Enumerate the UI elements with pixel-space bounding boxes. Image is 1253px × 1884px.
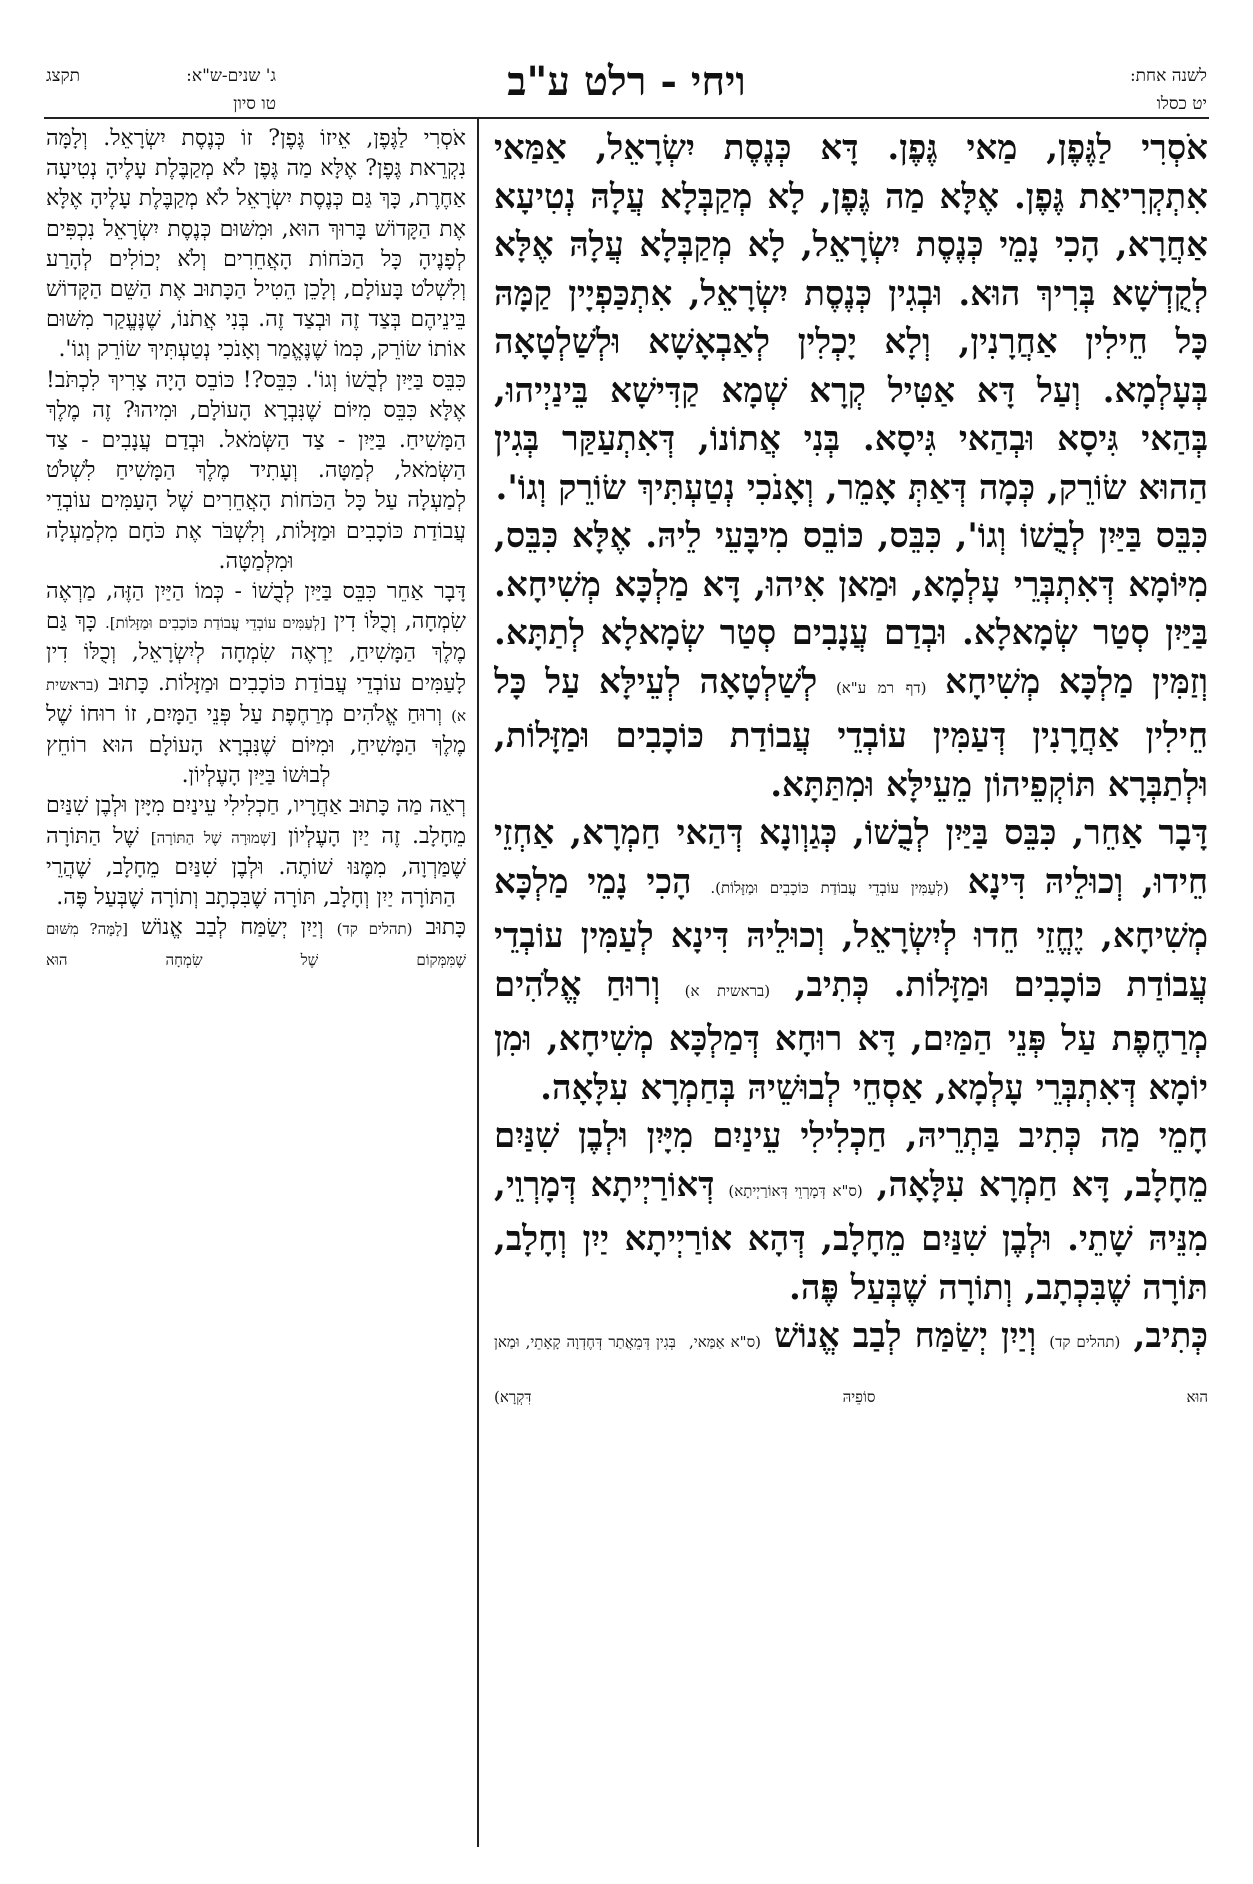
- schedule-date: יט כסלו: [1156, 94, 1207, 114]
- hebrew-translation-text: [46, 124, 466, 1844]
- paragraph: חָמֵי מַה כְּתִיב בַּתְרֵיהּ, חַכְלִילִי עֵינַיִם מִיָּיִן וּלְבֶן שִׁנַּיִם מֵחָלָב, דָּא חַמְרָא עִלָּאָה, (ס"א דְּמָרְוֵי דְּאוֹרַיְיתָא) דְּאוֹרַיְיתָא דְּמָרְוֵי, מִנֵּיהּ שָׁתֵי. וּלְבֶן שִׁנַּיִם מֵחָלָב, דְּהָא אוֹרַיְיתָא יַיִן וְחָלָב, תּוֹרָה שֶׁבִּכְתָב, וְתוֹרָה שֶׁבְּעַל פֶּה.: [494, 1116, 1208, 1308]
- paragraph: כְּתִיב, (תהלים קד) וְיַיִן יְשַׂמַּח לְבַב אֱנוֹשׁ (ס"א אַמַּאי, בְּגִין דְּמֵאֲתַר דְּחֶדְוָה קָאָתֵי, וּמַאן הוּא סוֹפֵיהּ דִּקְרָא): [494, 1316, 1208, 1406]
- aramaic-main-text: [494, 124, 1208, 1844]
- paragraph: כִּבֵּס בַּיַּיִן לְבֻשׁוֹ וְגוֹ', כִּבֵּס, כּוֹבֵס מִיבָּעֵי לֵיהּ. אֶלָּא כִּבֵּס, מִיּוֹמָא דְּאִתְבְּרֵי עָלְמָא, וּמַאן אִיהוּ, דָּא מַלְכָּא מְשִׁיחָא. בַּיַּיִן סְטַר שְׂמָאלָא. וּבְדַם עֲנָבִים סְטַר שְׂמָאלָא לְתַתָּא. וְזַמִּין מַלְכָּא מְשִׁיחָא (דף רמ ע"א) לְשַׁלְטָאָה לְעֵילָּא עַל כָּל חֵילִין אַחֲרָנִין דְּעַמִּין עוֹבְדֵי עֲבוֹדַת כּוֹכָבִים וּמַזָּלוֹת, וּלְתַבְּרָא תּוֹקְפֵיהוֹן מֵעֵילָּא וּמִתַּתָּא.: [494, 516, 1208, 805]
- paragraph: דָּבָר אַחֵר כִּבֵּס בַּיַּיִן לְבֻשׁוֹ - כְּמוֹ הַיַּיִן הַזֶּה, מַרְאֶה שִׂמְחָה, וְכֻלּוֹ דִין [לְעַמִּים עוֹבְדֵי עֲבוֹדַת כּוֹכָבִים וּמַזָּלוֹת]. כָּךְ גַּם מֶלֶךְ הַמָּשִׁיחַ, יַרְאֶה שִׂמְחָה לְיִשְׂרָאֵל, וְכֻלּוֹ דִין לָעַמִּים עוֹבְדֵי עֲבוֹדַת כּוֹכָבִים וּמַזָּלוֹת. כָּתוּב (בראשית א) וְרוּחַ אֱלֹהִים מְרַחֶפֶת עַל פְּנֵי הַמָּיִם, זוֹ רוּחוֹ שֶׁל מֶלֶךְ הַמָּשִׁיחַ, וּמִיּוֹם שֶׁנִּבְרָא הָעוֹלָם הוּא רוֹחֵץ לְבוּשׁוֹ בַּיַּיִן הָעֶלְיוֹן.: [46, 579, 466, 789]
- paragraph: דָּבָר אַחֵר, כִּבֵּס בַּיַּיִן לְבֻשׁוֹ, כְּגַוְונָא דְּהַאי חַמְרָא, אַחְזֵי חֵידוּ, וְכוּלֵיהּ דִּינָא (לְעַמִּין עוֹבְדֵי עֲבוֹדַת כּוֹכָבִים וּמַזָּלוֹת). הָכִי נָמֵי מַלְכָּא מְשִׁיחָא, יֶחֱזֵי חֵדוּ לְיִשְׂרָאֵל, וְכוּלֵיהּ דִּינָא לְעַמִּין עוֹבְדֵי עֲבוֹדַת כּוֹכָבִים וּמַזָּלוֹת. כְּתִיב, (בראשית א) וְרוּחַ אֱלֹהִים מְרַחֶפֶת עַל פְּנֵי הַמַּיִם, דָּא רוּחָא דְּמַלְכָּא מְשִׁיחָא, וּמִן יוֹמָא דְּאִתְבְּרֵי עָלְמָא, אַסְחֵי לְבוּשֵׁיהּ בְּחַמְרָא עִלָּאָה.: [494, 813, 1208, 1108]
- verse-reference: (בראשית א): [684, 981, 771, 1000]
- verse-reference: (תהלים קד): [336, 920, 413, 939]
- bracket-note: (ס"א אַמַּאי,: [689, 1333, 761, 1351]
- column-divider: [477, 117, 479, 1847]
- verse-reference: (בראשית א): [46, 675, 466, 725]
- header-divider: [44, 117, 1209, 119]
- paragraph: אֹסְרִי לַגֶּפֶן, מַאי גֶּפֶן. דָּא כְּנֶסֶת יִשְׂרָאֵל, אַמַּאי אִתְקְרִיאַת גֶּפֶן. אֶלָּא מַה גֶּפֶן, לָא מְקַבְּלָא עֲלָהּ נְטִיעָא אַחֲרָא, הָכִי נָמֵי כְּנֶסֶת יִשְׂרָאֵל, לָא מְקַבְּלָא עֲלָהּ אֶלָּא לְקֻדְשָׁא בְּרִיךְ הוּא. וּבְגִין כְּנֶסֶת יִשְׂרָאֵל, אִתְכַּפְיָין קַמָּהּ כָּל חֵילִין אַחֲרָנִין, וְלָא יָכְלִין לְאַבְאָשָׁא וּלְשַׁלְטָאָה בְּעָלְמָא. וְעַל דָּא אַטִּיל קְרָא שְׁמָא קַדִּישָׁא בֵּינַיְיהוּ, בְּהַאי גִּיסָא וּבְהַאי גִּיסָא. בְּנִי אֲתוֹנוֹ, דְּאִתְעַקַּר בְּגִין הַהוּא שׂוֹרֵק, כְּמָה דְּאַתְּ אָמֵר, וְאָנֹכִי נְטַעְתִּיךְ שׂוֹרֵק וְגוֹ'.: [494, 128, 1208, 508]
- page-title: ויחי - רלט ע"ב: [507, 58, 746, 105]
- schedule-date: טו סיון: [233, 94, 276, 114]
- page-reference: (דף רמ ע"א): [835, 678, 927, 697]
- paragraph: כִּבֵּס בַּיַּיִן לְבֻשׁוֹ וְגוֹ'. כִּבֵּס?! כּוֹבֵס הָיָה צָרִיךְ לִכְתֹּב! אֶלָּא כִּבֵּס מִיּוֹם שֶׁנִּבְרָא הָעוֹלָם, וּמִיהוּ? זֶה מֶלֶךְ הַמָּשִׁיחַ. בַּיַּיִן - צַד הַשְּׂמֹאל. וּבְדַם עֲנָבִים - צַד הַשְּׂמֹאל, לְמַטָּה. וְעָתִיד מֶלֶךְ הַמָּשִׁיחַ לִשְׁלֹט לְמַעְלָה עַל כָּל הַכֹּחוֹת הָאֲחֵרִים שֶׁל הָעַמִּים עוֹבְדֵי עֲבוֹדַת כּוֹכָבִים וּמַזָּלוֹת, וְלִשְׁבֹּר אֶת כֹּחָם מִלְמַעְלָה וּמִלְּמַטָּה.: [46, 367, 466, 574]
- study-schedule-three-years: [46, 62, 276, 118]
- paragraph: כָּתוּב (תהלים קד) וְיַיִן יְשַׂמַּח לְבַב אֱנוֹשׁ [לָמָּה? מִשּׁוּם שֶׁמִּמְּקוֹם שֶׁל שִׂמְחָה הוּא: [46, 915, 466, 970]
- bracket-note: [שְׁמוּרָה שֶׁל הַתּוֹרָה]: [150, 828, 277, 847]
- paragraph: רְאֵה מַה כָּתוּב אַחֲרָיו, חַכְלִילִי עֵינַיִם מִיָּיִן וּלְבֶן שִׁנַּיִם מֵחָלָב. זֶה יַיִן הָעֶלְיוֹן [שְׁמוּרָה שֶׁל הַתּוֹרָה] שֶׁל הַתּוֹרָה שֶׁמַּרְוָה, מִמֶּנּוּ שׁוֹתֶה. וּלְבֶן שִׁנַּיִם מֵחָלָב, שֶׁהֲרֵי הַתּוֹרָה יַיִן וְחָלָב, תּוֹרָה שֶׁבִּכְתָב וְתוֹרָה שֶׁבְּעַל פֶּה.: [46, 793, 466, 911]
- page-number: תקצג: [46, 66, 80, 86]
- paragraph: אֹסְרִי לַגֶּפֶן, אֵיזוֹ גֶּפֶן? זוֹ כְּנֶסֶת יִשְׂרָאֵל. וְלָמָּה נִקְרֵאת גֶּפֶן? אֶלָּא מַה גֶּפֶן לֹא מְקַבֶּלֶת עָלֶיהָ נְטִיעָה אַחֶרֶת, כָּךְ גַּם כְּנֶסֶת יִשְׂרָאֵל לֹא מְקַבֶּלֶת עָלֶיהָ אֶלָּא אֶת הַקָּדוֹשׁ בָּרוּךְ הוּא, וּמִשּׁוּם כְּנֶסֶת יִשְׂרָאֵל נִכְפִּים לְפָנֶיהָ כָּל הַכֹּחוֹת הָאֲחֵרִים וְלֹא יְכוֹלִים לְהָרַע וְלִשְׁלֹט בָּעוֹלָם, וְלָכֵן הֵטִיל הַכָּתוּב אֶת הַשֵּׁם הַקָּדוֹשׁ בֵּינֵיהֶם בְּצַד זֶה וּבְצַד זֶה. בְּנִי אֲתֹנוֹ, שֶׁנֶּעֱקַר מִשּׁוּם אוֹתוֹ שׂוֹרֵק, כְּמוֹ שֶׁנֶּאֱמַר וְאָנֹכִי נְטַעְתִּיךְ שׂוֹרֵק וְגוֹ'.: [46, 126, 466, 363]
- schedule-label: לשנה אחת:: [1129, 66, 1207, 86]
- bracket-note: [לְעַמִּים עוֹבְדֵי עֲבוֹדַת כּוֹכָבִים וּמַזָּלוֹת].: [105, 614, 326, 633]
- bracket-note: [לָמָּה? מִשּׁוּם שֶׁמִּמְּקוֹם שֶׁל שִׂמְחָה הוּא: [46, 920, 466, 970]
- bracket-note: בְּגִין דְּמֵאֲתַר דְּחֶדְוָה קָאָתֵי, וּמַאן הוּא סוֹפֵיהּ דִּקְרָא): [494, 1333, 1208, 1406]
- schedule-label: ג' שנים-ש"א:: [186, 66, 276, 86]
- bracket-note: (לְעַמִּין עוֹבְדֵי עֲבוֹדַת כּוֹכָבִים וּמַזָּלוֹת).: [710, 878, 949, 897]
- page-header: [0, 0, 1253, 120]
- bracket-note: (ס"א דְּמָרְוֵי דְּאוֹרַיְיתָא): [728, 1181, 863, 1200]
- verse-reference: (תהלים קד): [1049, 1333, 1121, 1351]
